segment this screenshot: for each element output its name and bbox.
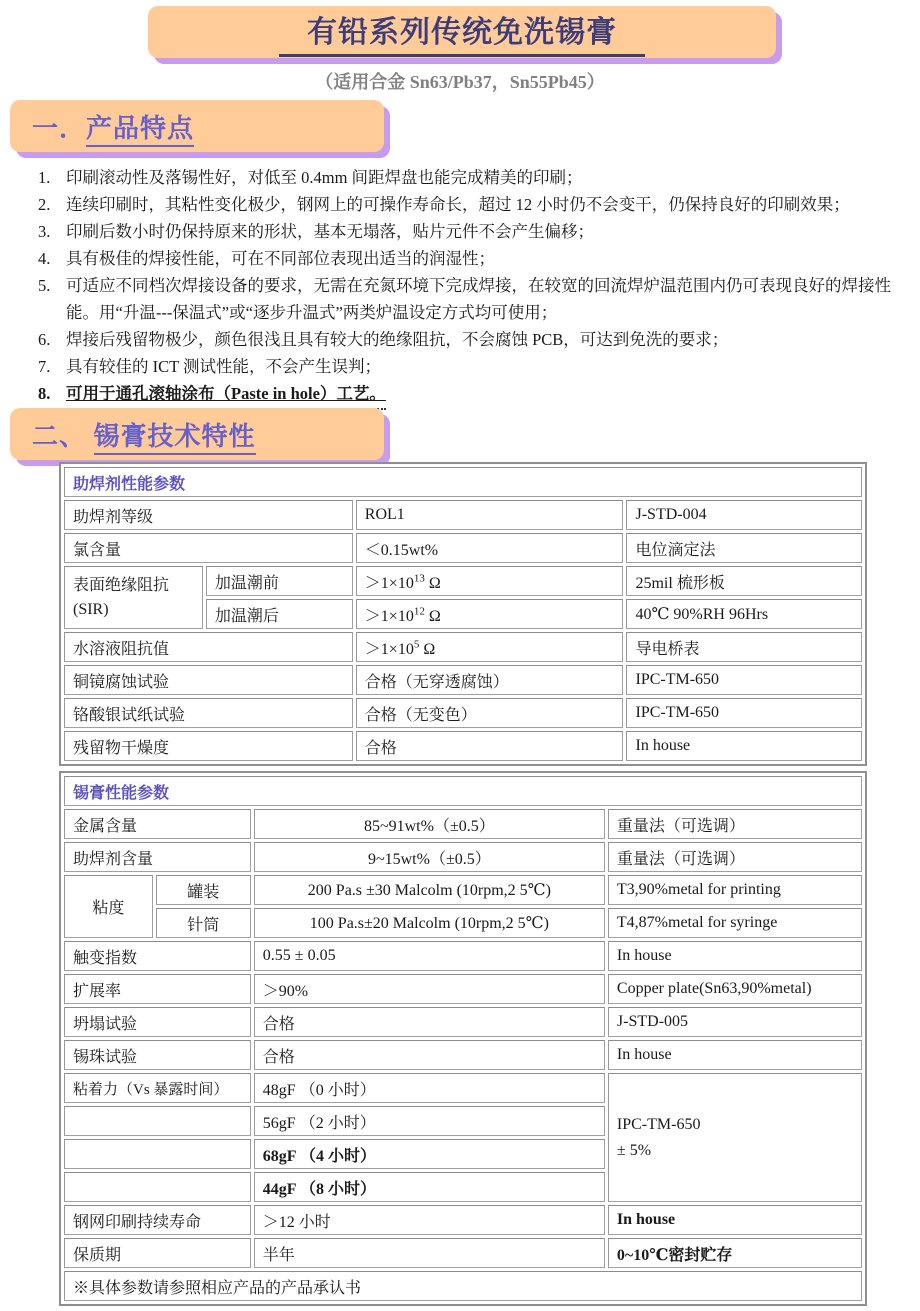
feature-text: 焊接后残留物极少，颜色很浅且具有较大的绝缘阻抗，不会腐蚀 PCB，可达到免洗的要求； bbox=[66, 330, 729, 349]
param-value: 半年 bbox=[254, 1238, 605, 1268]
feature-text: 印刷滚动性及落锡性好，对低至 0.4mm 间距焊盘也能完成精美的印刷； bbox=[66, 168, 583, 187]
section2-banner bbox=[10, 408, 384, 460]
paste-table bbox=[59, 771, 867, 1306]
title-bold-part: 有铅 bbox=[307, 16, 369, 49]
table-row bbox=[64, 776, 862, 806]
param-name: 铜镜腐蚀试验 bbox=[64, 665, 353, 695]
table-row bbox=[64, 1040, 862, 1070]
feature-item-5 bbox=[38, 272, 904, 326]
adhesion-method-line1: IPC-TM-650 bbox=[616, 1115, 701, 1133]
param-value bbox=[356, 632, 624, 662]
value-exponent: 12 bbox=[413, 605, 425, 618]
param-value: ＞12 小时 bbox=[254, 1205, 605, 1235]
param-value: 0.55 ± 0.05 bbox=[254, 941, 605, 971]
flux-table bbox=[59, 462, 867, 766]
feature-number: 7. bbox=[38, 357, 51, 376]
spec-tables bbox=[59, 462, 867, 1311]
param-value: 48gF （0 小时） bbox=[254, 1073, 605, 1103]
param-method: 25mil 梳形板 bbox=[626, 566, 862, 596]
table-row bbox=[64, 809, 862, 839]
feature-list bbox=[38, 164, 904, 410]
param-name-empty bbox=[64, 1139, 251, 1169]
table-row bbox=[64, 665, 862, 695]
param-value: 合格（无变色） bbox=[356, 698, 624, 728]
param-subname: 加温潮后 bbox=[206, 599, 353, 629]
title-banner bbox=[148, 6, 776, 58]
param-name: 水溶液阻抗值 bbox=[64, 632, 353, 662]
param-name: 锡珠试验 bbox=[64, 1040, 251, 1070]
param-name: 氯含量 bbox=[64, 533, 353, 563]
table-row bbox=[64, 875, 862, 905]
feature-number: 3. bbox=[38, 222, 51, 241]
param-name: 助焊剂等级 bbox=[64, 500, 353, 530]
table-row bbox=[64, 1073, 862, 1103]
title-rest: 系列传统免洗锡膏 bbox=[369, 16, 617, 49]
sir-label-line1: 表面绝缘阻抗 bbox=[73, 576, 170, 594]
feature-text: 具有较佳的 ICT 测试性能，不会产生误判； bbox=[66, 357, 382, 376]
param-name: 坍塌试验 bbox=[64, 1007, 251, 1037]
table-row bbox=[64, 731, 862, 761]
feature-item-1 bbox=[38, 164, 904, 191]
value-exponent: 13 bbox=[413, 572, 425, 585]
param-method: IPC-TM-650 bbox=[626, 665, 862, 695]
param-value: 合格 bbox=[356, 731, 624, 761]
table-row bbox=[64, 974, 862, 1004]
param-method: IPC-TM-650 bbox=[626, 698, 862, 728]
feature-item-4 bbox=[38, 245, 904, 272]
table-row bbox=[64, 908, 862, 938]
param-method: J-STD-004 bbox=[626, 500, 862, 530]
feature-text: 具有极佳的焊接性能，可在不同部位表现出适当的润湿性； bbox=[66, 249, 495, 268]
value-exponent: 5 bbox=[413, 638, 420, 651]
table-row bbox=[64, 533, 862, 563]
param-method: T3,90%metal for printing bbox=[608, 875, 862, 905]
feature-number: 2. bbox=[38, 195, 51, 214]
param-value: 9~15wt%（±0.5） bbox=[254, 842, 605, 872]
param-name-viscosity: 粘度 bbox=[64, 875, 153, 938]
param-name: 钢网印刷持续寿命 bbox=[64, 1205, 251, 1235]
table-row bbox=[64, 842, 862, 872]
table-row bbox=[64, 698, 862, 728]
value-suffix: Ω bbox=[424, 574, 441, 592]
table-row bbox=[64, 1238, 862, 1268]
param-value bbox=[356, 566, 624, 596]
param-name-empty bbox=[64, 1106, 251, 1136]
param-name-empty bbox=[64, 1172, 251, 1202]
param-value: 200 Pa.s ±30 Malcolm (10rpm,2 5℃) bbox=[254, 875, 605, 905]
feature-number: 1. bbox=[38, 168, 51, 187]
feature-text: 可用于通孔滚轴涂布（Paste in hole）工艺。 bbox=[66, 380, 386, 410]
param-subname: 罐装 bbox=[156, 875, 251, 905]
feature-number: 4. bbox=[38, 249, 51, 268]
param-method: In house bbox=[608, 1040, 862, 1070]
value-suffix: Ω bbox=[424, 607, 441, 625]
section1-heading bbox=[32, 108, 194, 145]
param-name-sir bbox=[64, 566, 203, 629]
table-row bbox=[64, 632, 862, 662]
table-row bbox=[64, 941, 862, 971]
flux-table-header: 助焊剂性能参数 bbox=[64, 467, 862, 497]
param-method: 重量法（可选调） bbox=[608, 809, 862, 839]
feature-item-6 bbox=[38, 326, 904, 353]
param-value: ＞90% bbox=[254, 974, 605, 1004]
table-row bbox=[64, 566, 862, 596]
param-value: ＜0.15wt% bbox=[356, 533, 624, 563]
param-name: 扩展率 bbox=[64, 974, 251, 1004]
param-method: T4,87%metal for syringe bbox=[608, 908, 862, 938]
value-prefix: ＞1×10 bbox=[364, 607, 414, 625]
param-value: 56gF （2 小时） bbox=[254, 1106, 605, 1136]
table-row bbox=[64, 1271, 862, 1301]
subtitle: （适用合金 Sn63/Pb37，Sn55Pb45） bbox=[315, 72, 605, 92]
param-method: In house bbox=[626, 731, 862, 761]
param-value: 68gF （4 小时） bbox=[254, 1139, 605, 1169]
param-method: 40℃ 90%RH 96Hrs bbox=[626, 599, 862, 629]
param-subname: 针筒 bbox=[156, 908, 251, 938]
param-value: 100 Pa.s±20 Malcolm (10rpm,2 5℃) bbox=[254, 908, 605, 938]
param-method: 导电桥表 bbox=[626, 632, 862, 662]
table-footnote: ※具体参数请参照相应产品的产品承认书 bbox=[64, 1271, 862, 1301]
param-name: 助焊剂含量 bbox=[64, 842, 251, 872]
table-row bbox=[64, 1007, 862, 1037]
table-row bbox=[64, 467, 862, 497]
param-value: 合格（无穿透腐蚀） bbox=[356, 665, 624, 695]
sir-label-line2: (SIR) bbox=[73, 600, 109, 618]
param-name: 金属含量 bbox=[64, 809, 251, 839]
feature-text: 可适应不同档次焊接设备的要求，无需在充氮环境下完成焊接，在较宽的回流焊炉温范围内仍可表现良好的焊接性能。用“升温---保温式”或“逐步升温式”两类炉温设定方式均可使用； bbox=[66, 276, 891, 322]
param-method: J-STD-005 bbox=[608, 1007, 862, 1037]
section1-number: 一． bbox=[32, 113, 87, 143]
paste-table-header: 锡膏性能参数 bbox=[64, 776, 862, 806]
section2-heading bbox=[32, 416, 256, 453]
param-method: Copper plate(Sn63,90%metal) bbox=[608, 974, 862, 1004]
param-value: ROL1 bbox=[356, 500, 624, 530]
section2-title: 锡膏技术特性 bbox=[94, 422, 256, 455]
param-name: 触变指数 bbox=[64, 941, 251, 971]
feature-item-7 bbox=[38, 353, 904, 380]
feature-text: 印刷后数小时仍保持原来的形状，基本无塌落，贴片元件不会产生偏移； bbox=[66, 222, 594, 241]
param-method: 0~10℃密封贮存 bbox=[608, 1238, 862, 1268]
feature-number: 8. bbox=[38, 384, 51, 403]
value-suffix: Ω bbox=[419, 640, 436, 658]
param-method: In house bbox=[608, 941, 862, 971]
page-title bbox=[279, 7, 645, 57]
param-name: 残留物干燥度 bbox=[64, 731, 353, 761]
param-method: 电位滴定法 bbox=[626, 533, 862, 563]
value-prefix: ＞1×10 bbox=[364, 574, 414, 592]
param-value bbox=[356, 599, 624, 629]
param-method-adhesion bbox=[608, 1073, 862, 1202]
param-method: In house bbox=[608, 1205, 862, 1235]
param-value: 合格 bbox=[254, 1040, 605, 1070]
table-row bbox=[64, 1205, 862, 1235]
feature-item-8 bbox=[38, 380, 904, 410]
param-value: 合格 bbox=[254, 1007, 605, 1037]
section2-number: 二、 bbox=[32, 421, 94, 451]
feature-number: 6. bbox=[38, 330, 51, 349]
param-name: 铬酸银试纸试验 bbox=[64, 698, 353, 728]
param-value: 85~91wt%（±0.5） bbox=[254, 809, 605, 839]
param-name-adhesion: 粘着力（Vs 暴露时间） bbox=[64, 1073, 251, 1103]
param-method: 重量法（可选调） bbox=[608, 842, 862, 872]
param-subname: 加温潮前 bbox=[206, 566, 353, 596]
section1-banner bbox=[10, 100, 384, 152]
feature-item-3 bbox=[38, 218, 904, 245]
feature-number: 5. bbox=[38, 276, 51, 295]
param-name: 保质期 bbox=[64, 1238, 251, 1268]
table-row bbox=[64, 500, 862, 530]
feature-item-2 bbox=[38, 191, 904, 218]
feature-text: 连续印刷时，其粘性变化极少，钢网上的可操作寿命长，超过 12 小时仍不会变干，仍保持良好的印刷效果； bbox=[66, 195, 850, 214]
adhesion-method-line2: ± 5% bbox=[616, 1141, 652, 1159]
value-prefix: ＞1×10 bbox=[364, 640, 414, 658]
param-value: 44gF （8 小时） bbox=[254, 1172, 605, 1202]
section1-title: 产品特点 bbox=[86, 114, 194, 147]
